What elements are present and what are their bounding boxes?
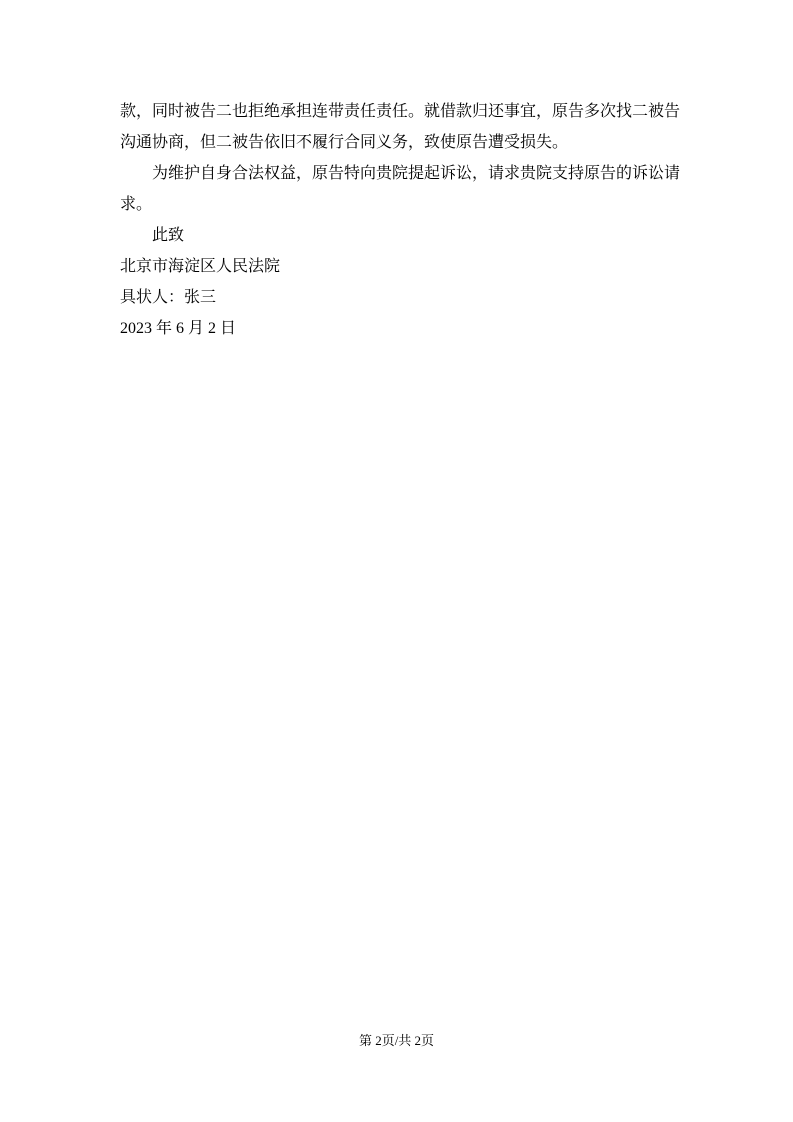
signatory-line: 具状人：张三 <box>120 289 217 306</box>
body-paragraph-1: 款，同时被告二也拒绝承担连带责任责任。就借款归还事宜，原告多次找二被告沟通协商，但二被告依旧不履行合同义务，致使原告遭受损失。 <box>120 103 681 151</box>
closing-salutation: 此致 <box>152 227 185 244</box>
court-name-line: 北京市海淀区人民法院 <box>120 258 281 275</box>
page-number-footer: 第 2页/共 2页 <box>358 1033 435 1048</box>
signature-date-line: 2023 年 6 月 2 日 <box>120 320 237 337</box>
body-paragraph-2: 为维护自身合法权益，原告特向贵院提起诉讼，请求贵院支持原告的诉讼请求。 <box>120 165 681 213</box>
document-body <box>120 96 680 344</box>
